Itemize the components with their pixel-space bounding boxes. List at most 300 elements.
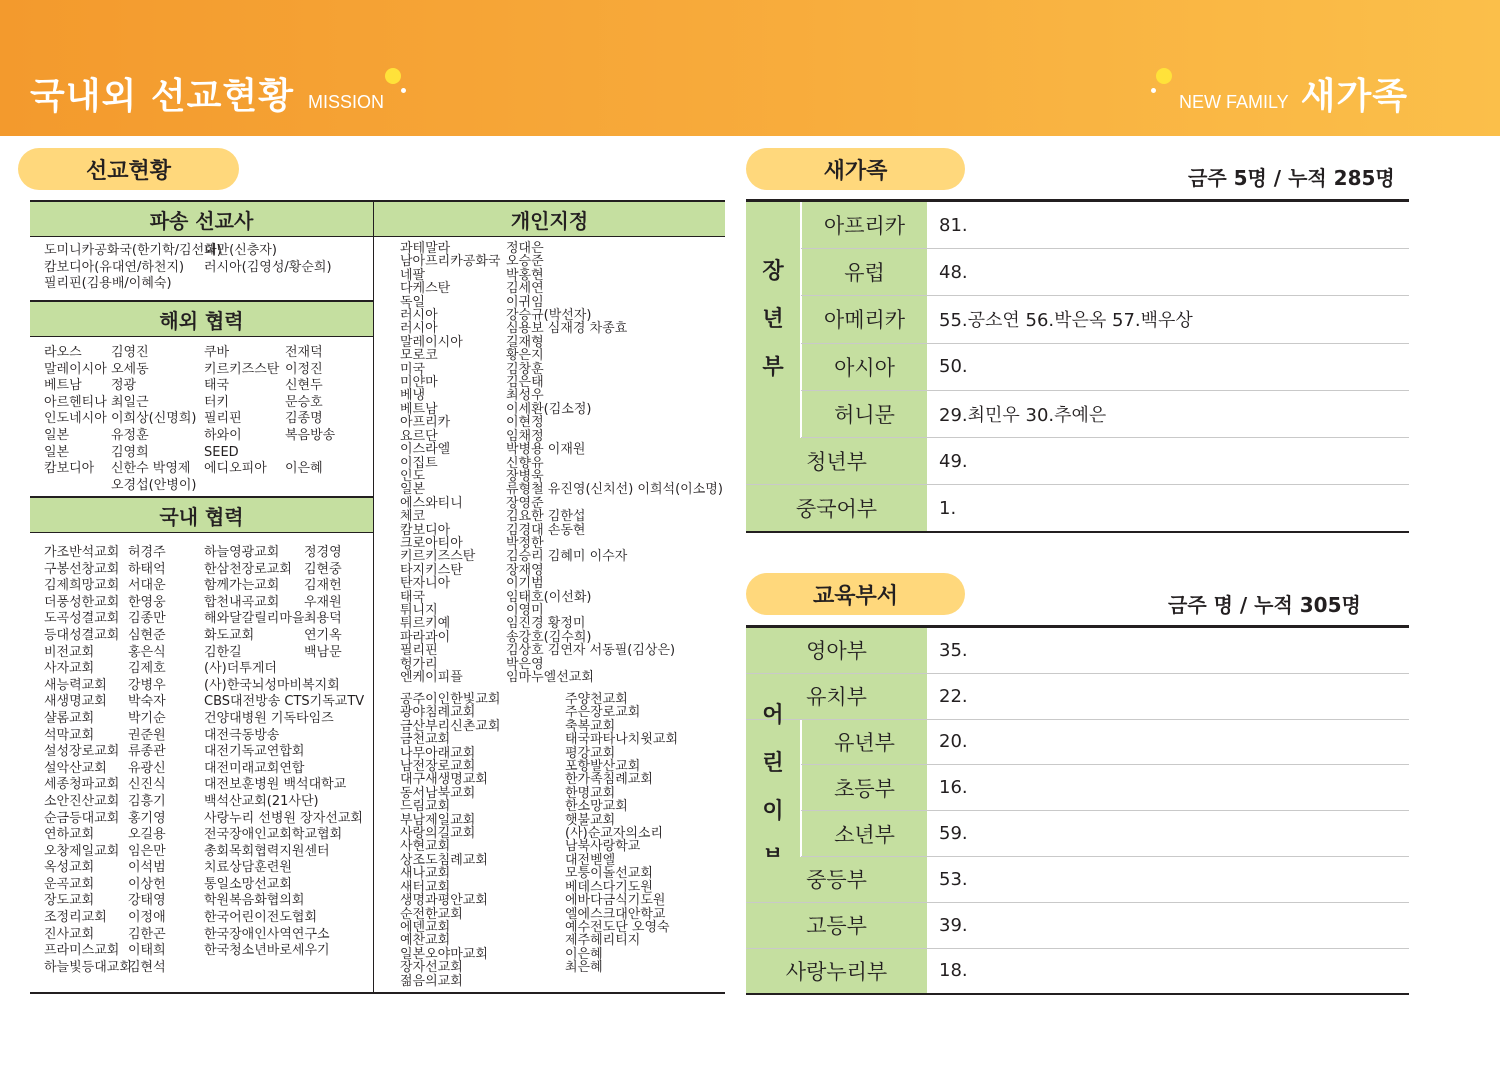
- domestic-row-cell: 연기옥: [304, 627, 342, 643]
- overseas-row-cell: 필리핀: [204, 411, 242, 427]
- personal-row-cell: 아프리카: [400, 415, 451, 431]
- domestic-row-cell: 운곡교회: [44, 876, 95, 892]
- overseas-row-cell: 정광: [111, 378, 137, 394]
- personal-row-cell: 요르단: [400, 428, 438, 444]
- overseas-row-cell: 신현두: [285, 378, 323, 394]
- domestic-row-cell: 진사교회: [44, 926, 95, 942]
- overseas-row-cell: 이은혜: [285, 461, 323, 477]
- dept-row-value: 49.: [939, 450, 968, 472]
- personal-row-cell: 이기범: [506, 576, 544, 592]
- overseas-row-cell: 쿠바: [204, 345, 230, 360]
- personal-row-cell: 이집트: [400, 455, 438, 471]
- dispatch-row-cell: 도미니카공화국(한기학/김선화): [44, 243, 222, 258]
- personal-row-cell: 러시아: [400, 308, 438, 324]
- kids-row-value: 16.: [939, 777, 968, 799]
- church-row-cell: 남전장로교회: [400, 759, 476, 775]
- domestic-row-cell: 임은만: [128, 843, 166, 859]
- personal-row-cell: 장병욱: [506, 468, 544, 484]
- church-row-cell: 베데스다기도원: [565, 879, 653, 895]
- personal-row-cell: 이귀임: [506, 294, 544, 310]
- education-heading: 교육부서: [746, 573, 965, 615]
- overseas-row-cell: 태국: [204, 378, 230, 394]
- youth-row-value: 50.: [939, 356, 968, 378]
- domestic-row-cell: 연하교회: [44, 827, 95, 843]
- overseas-row: [44, 362, 365, 379]
- domestic-row-cell: 하늘영광교회: [204, 545, 280, 560]
- church-row-cell: 젊음의교회: [400, 973, 463, 989]
- overseas-row-cell: 아르헨티나: [44, 394, 107, 410]
- personal-row-cell: 이스라엘: [400, 442, 451, 458]
- mission-table: [30, 200, 725, 994]
- overseas-row-cell: 일본: [44, 427, 70, 443]
- domestic-row-cell: 심현준: [128, 627, 166, 643]
- domestic-row-cell: 한삼천장로교회: [204, 561, 292, 577]
- church-row-cell: 장자선교회: [400, 960, 463, 976]
- church-row-cell: 일본오야마교회: [400, 946, 488, 962]
- domestic-row-cell: 류종관: [128, 744, 166, 760]
- domestic-row-cell: 김종만: [128, 611, 166, 627]
- personal-row: [400, 336, 756, 349]
- overseas-row-cell: 말레이시아: [44, 361, 107, 377]
- youth-row: [746, 202, 1409, 249]
- dispatch-list: [44, 243, 374, 293]
- youth-row-value: 48.: [939, 261, 968, 283]
- domestic-row-cell: 권준원: [128, 727, 166, 743]
- personal-row: [400, 524, 756, 537]
- domestic-row-cell: 건양대병원 기독타임즈: [204, 710, 334, 726]
- church-row-cell: 에덴교회: [400, 919, 451, 935]
- overseas-row-cell: 하와이: [204, 427, 242, 443]
- personal-row: [400, 483, 756, 496]
- overseas-row-cell: 전재덕: [285, 345, 323, 360]
- domestic-row-cell: [304, 728, 384, 745]
- church-row-cell: 햇불교회: [565, 812, 616, 828]
- overseas-list: [44, 345, 365, 494]
- overseas-row-cell: 이정진: [285, 361, 323, 377]
- personal-row-cell: 이세환(김소정): [506, 401, 592, 417]
- newfamily-heading: 새가족: [746, 148, 965, 190]
- church-row-cell: 평강교회: [565, 745, 616, 761]
- personal-row: [400, 443, 756, 456]
- domestic-row-cell: 오길용: [128, 827, 166, 843]
- domestic-row-cell: [304, 927, 384, 944]
- personal-row-cell: 임태호(이선화): [506, 589, 592, 605]
- domestic-row-cell: 새능력교회: [44, 677, 107, 693]
- personal-row: [400, 389, 756, 402]
- domestic-row-cell: 오창제일교회: [44, 843, 120, 859]
- personal-row-cell: 김세연: [506, 281, 544, 297]
- header-left: [30, 68, 384, 119]
- church-row-cell: 새터교회: [400, 879, 451, 895]
- youth-row-label: 아시아: [802, 344, 927, 390]
- church-row-cell: 새나교회: [400, 866, 451, 882]
- decor-dot: [1151, 88, 1156, 93]
- personal-row: [400, 671, 756, 684]
- personal-row-cell: 김경대 손동현: [506, 522, 586, 538]
- personal-row-cell: 미얀마: [400, 375, 438, 391]
- personal-row-cell: 필리핀: [400, 643, 438, 659]
- overseas-row-cell: [285, 478, 365, 495]
- section-title: 새가족: [1300, 76, 1408, 117]
- overseas-row-cell: 오경섭(안병이): [111, 477, 197, 493]
- kids-row-label: 소년부: [802, 811, 927, 856]
- dept-row-value: 1.: [939, 497, 957, 519]
- domestic-row-cell: 화도교회: [204, 627, 255, 643]
- domestic-row-cell: 세종청파교회: [44, 777, 120, 793]
- youth-row: [746, 391, 1409, 438]
- domestic-row-cell: [304, 661, 384, 678]
- church-row-cell: [565, 975, 725, 988]
- domestic-row-cell: 김현석: [128, 959, 166, 975]
- domestic-row-cell: 김재헌: [304, 578, 342, 594]
- overseas-row-cell: 라오스: [44, 345, 82, 360]
- domestic-row-cell: [304, 711, 384, 728]
- youth-group: [746, 202, 801, 438]
- dept-row: [746, 674, 1409, 720]
- kids-row: [746, 811, 1409, 857]
- dispatch-row-cell: 캄보디아(유대연/하천지): [44, 259, 185, 275]
- church-row-cell: 한명교회: [565, 785, 616, 801]
- personal-header: 개인지정: [374, 200, 725, 237]
- section-subtitle: NEW FAMILY: [1178, 92, 1289, 112]
- domestic-row-cell: 석막교회: [44, 727, 95, 743]
- domestic-row-cell: 설악산교회: [44, 760, 107, 776]
- personal-row-cell: 독일: [400, 294, 426, 310]
- personal-row-cell: 정대은: [506, 241, 544, 256]
- overseas-row: [44, 461, 365, 478]
- church-row-cell: 한소망교회: [565, 799, 628, 815]
- domestic-row-cell: 강태영: [128, 893, 166, 909]
- domestic-row-cell: 허경주: [128, 545, 166, 560]
- domestic-row-cell: 김한곤: [128, 926, 166, 942]
- domestic-row-cell: [304, 744, 384, 761]
- personal-row-cell: 류형철 유진영(신치선) 이희석(이소명): [506, 482, 723, 498]
- decor-dot: [1156, 68, 1172, 84]
- church-row-cell: 주은장로교회: [565, 705, 641, 721]
- domestic-row-cell: [304, 811, 384, 828]
- domestic-row-cell: [304, 777, 384, 794]
- church-row-cell: 한가족침례교회: [565, 772, 653, 788]
- domestic-row-cell: [204, 960, 304, 977]
- church-row-cell: 상조도침례교회: [400, 852, 488, 868]
- domestic-row-cell: 대전극동방송: [204, 727, 280, 743]
- personal-row: [400, 403, 756, 416]
- overseas-row-cell: 최일근: [111, 394, 149, 410]
- domestic-row: [44, 678, 384, 695]
- domestic-row: [44, 595, 384, 612]
- youth-row-value: 29.최민우 30.추예은: [939, 404, 1107, 426]
- domestic-row-cell: [304, 694, 384, 711]
- overseas-row: [44, 428, 365, 445]
- personal-row-cell: 임마누엘선교회: [506, 670, 594, 685]
- youth-row-value: 55.공소연 56.박은옥 57.백우상: [939, 310, 1193, 332]
- overseas-row-cell: 김영진: [111, 345, 149, 360]
- church-row: [400, 733, 725, 746]
- personal-row: [400, 282, 756, 295]
- personal-row-cell: 파라과이: [400, 629, 451, 645]
- domestic-row: [44, 794, 384, 811]
- domestic-row-cell: 서대운: [128, 578, 166, 594]
- overseas-row-cell: 키르키즈스탄: [204, 361, 280, 377]
- personal-row-cell: 이영미: [506, 602, 544, 618]
- domestic-row-cell: 강병우: [128, 677, 166, 693]
- overseas-row-cell: 에디오피아: [204, 461, 267, 477]
- domestic-row-cell: 이상헌: [128, 876, 166, 892]
- domestic-row: [44, 728, 384, 745]
- personal-row-cell: 강승규(박선자): [506, 308, 592, 324]
- dispatch-row-cell: [204, 276, 374, 293]
- personal-row-cell: 임채정: [506, 428, 544, 444]
- domestic-row-cell: 김제호: [128, 661, 166, 677]
- domestic-row-cell: 옥성교회: [44, 860, 95, 876]
- personal-row-cell: 헝가리: [400, 656, 438, 672]
- personal-row: [400, 349, 756, 362]
- personal-row-cell: 길재형: [506, 334, 544, 350]
- personal-row-cell: 미국: [400, 361, 426, 377]
- domestic-row-cell: 박숙자: [128, 694, 166, 710]
- page-subtitle: MISSION: [307, 92, 384, 112]
- personal-row-cell: 튀르키예: [400, 616, 451, 632]
- domestic-row: [44, 578, 384, 595]
- personal-row: [400, 658, 756, 671]
- domestic-row-cell: 비전교회: [44, 644, 95, 660]
- dept-row-label: 영아부: [746, 628, 927, 673]
- church-row-cell: 공주이인한빛교회: [400, 692, 501, 707]
- overseas-row: [44, 478, 365, 495]
- domestic-row-cell: CBS대전방송 CTS기독교TV: [204, 694, 365, 710]
- domestic-row-cell: (사)한국뇌성마비복지회: [204, 677, 340, 693]
- personal-list: [400, 242, 756, 684]
- church-row-cell: 금산부리신촌교회: [400, 718, 501, 734]
- domestic-row-cell: 이정애: [128, 910, 166, 926]
- newfamily-table: [746, 202, 1409, 532]
- domestic-row: [44, 661, 384, 678]
- church-row-cell: 남북사랑학교: [565, 839, 641, 855]
- domestic-row-cell: 등대성결교회: [44, 627, 120, 643]
- domestic-row-cell: [304, 960, 384, 977]
- personal-row-cell: 말레이시아: [400, 334, 463, 350]
- youth-row-label: 아프리카: [802, 202, 927, 248]
- church-row-cell: 대전벧엘: [565, 852, 616, 868]
- domestic-row-cell: 장도교회: [44, 893, 95, 909]
- kids-row-label: 초등부: [802, 765, 927, 810]
- personal-row-cell: 김상호 김연자 서동필(김상은): [506, 643, 676, 659]
- personal-row: [400, 550, 756, 563]
- domestic-row: [44, 893, 384, 910]
- domestic-row: [44, 761, 384, 778]
- personal-row: [400, 591, 756, 604]
- church-row-cell: 광야침례교회: [400, 705, 476, 721]
- personal-row-cell: 크로아티아: [400, 535, 463, 551]
- domestic-row-cell: 김흥기: [128, 793, 166, 809]
- personal-row-cell: 박정한: [506, 535, 544, 551]
- dept-row-label: 고등부: [746, 903, 927, 948]
- dept-row-value: 39.: [939, 914, 968, 936]
- domestic-row-cell: 해와달갈릴리마을: [204, 611, 305, 627]
- dept-row-value: 18.: [939, 960, 968, 982]
- domestic-row: [44, 811, 384, 828]
- church-row-cell: 이은혜: [565, 946, 603, 962]
- personal-row: [400, 564, 756, 577]
- dispatch-row: [44, 260, 374, 277]
- church-row-cell: 금천교회: [400, 732, 451, 748]
- church-row-cell: (사)순교자의소리: [565, 826, 664, 842]
- personal-row-cell: 엔케이피플: [400, 670, 463, 685]
- header-banner: [0, 0, 1500, 136]
- domestic-row-cell: (사)더투게더: [204, 661, 277, 677]
- personal-row-cell: 러시아: [400, 321, 438, 337]
- table-bottom-rule: [746, 531, 1409, 533]
- overseas-row-cell: [44, 478, 111, 495]
- personal-row-cell: 태국: [400, 589, 426, 605]
- domestic-row: [44, 611, 384, 628]
- domestic-row-cell: 조정리교회: [44, 910, 107, 926]
- youth-row-label: 유럽: [802, 249, 927, 295]
- church-row: [400, 961, 725, 974]
- church-row-cell: 예수전도단 오영숙: [565, 919, 670, 935]
- education-table: [746, 628, 1409, 995]
- dept-row-value: 53.: [939, 868, 968, 890]
- personal-row: [400, 577, 756, 590]
- overseas-row-cell: 일본: [44, 444, 70, 460]
- church-row-cell: 생명과평안교회: [400, 893, 488, 909]
- domestic-row-cell: 김제희망교회: [44, 578, 120, 594]
- overseas-row-cell: [204, 478, 285, 495]
- dept-row: [746, 485, 1409, 532]
- kids-row-value: 59.: [939, 823, 968, 845]
- personal-row-cell: 과테말라: [400, 241, 451, 256]
- youth-group-char: 부: [762, 355, 784, 380]
- domestic-row-cell: 샬롬교회: [44, 710, 95, 726]
- overseas-row: [44, 395, 365, 412]
- domestic-row: [44, 860, 384, 877]
- youth-row-label: 아메리카: [802, 296, 927, 342]
- dispatch-row-cell: 러시아(김영성/황순희): [204, 259, 332, 275]
- youth-row: [746, 296, 1409, 343]
- personal-row: [400, 376, 756, 389]
- domestic-row-cell: 우재원: [304, 594, 342, 610]
- domestic-row-cell: 설성장로교회: [44, 744, 120, 760]
- domestic-row-cell: 한국장애인사역연구소: [204, 926, 330, 942]
- church-row-cell: 태국파타나치윗교회: [565, 732, 679, 748]
- personal-row: [400, 269, 756, 282]
- kids-row: [746, 720, 1409, 766]
- dispatch-row-cell: 대만(신충자): [204, 243, 277, 258]
- domestic-row: [44, 960, 384, 977]
- dispatch-row-cell: 필리핀(김용배/이혜숙): [44, 276, 172, 292]
- domestic-row-cell: 구봉선창교회: [44, 561, 120, 577]
- overseas-row-cell: [285, 445, 365, 462]
- domestic-row-cell: 홍기영: [128, 810, 166, 826]
- overseas-row-cell: 유정훈: [111, 427, 149, 443]
- church-list: [400, 693, 725, 988]
- domestic-row-cell: 유광신: [128, 760, 166, 776]
- domestic-row-cell: 전국장애인교회학교협회: [204, 827, 343, 843]
- domestic-row: [44, 628, 384, 645]
- church-row: [400, 908, 725, 921]
- overseas-header: 해외 협력: [30, 300, 373, 337]
- church-row-cell: 제주헤리티지: [565, 933, 641, 949]
- domestic-row: [44, 562, 384, 579]
- domestic-row-cell: 가조반석교회: [44, 545, 120, 560]
- overseas-row-cell: 캄보디아: [44, 461, 95, 477]
- decor-dot: [385, 68, 401, 84]
- personal-row-cell: 네팔: [400, 267, 426, 283]
- overseas-row: [44, 378, 365, 395]
- domestic-row-cell: 신진식: [128, 777, 166, 793]
- personal-row: [400, 416, 756, 429]
- domestic-row-cell: 새생명교회: [44, 694, 107, 710]
- overseas-row: [44, 445, 365, 462]
- dept-row-label: 중등부: [746, 857, 927, 902]
- table-bottom-rule: [746, 993, 1409, 995]
- domestic-row-cell: 더풍성한교회: [44, 594, 120, 610]
- church-row-cell: 나무아래교회: [400, 745, 476, 761]
- domestic-row-cell: 이석범: [128, 860, 166, 876]
- domestic-row-cell: [304, 794, 384, 811]
- personal-row-cell: 장영준: [506, 495, 544, 511]
- domestic-list: [44, 545, 384, 976]
- overseas-row: [44, 345, 365, 362]
- overseas-row-cell: SEED: [204, 444, 239, 460]
- domestic-row-cell: 한영웅: [128, 594, 166, 610]
- domestic-row-cell: [304, 893, 384, 910]
- youth-group-char: 장: [762, 259, 784, 284]
- personal-row: [400, 363, 756, 376]
- domestic-row: [44, 844, 384, 861]
- personal-row-cell: 타지키스탄: [400, 562, 463, 578]
- dept-row-label: 중국어부: [746, 485, 927, 531]
- personal-row-cell: 남아프리카공화국: [400, 254, 501, 270]
- dept-row-label: 유치부: [746, 674, 927, 719]
- dept-row: [746, 857, 1409, 903]
- kids-group-char: 어: [762, 703, 784, 729]
- domestic-row: [44, 645, 384, 662]
- kids-group-char: 이: [762, 799, 784, 825]
- personal-row: [400, 644, 756, 657]
- personal-row-cell: 박병용 이재원: [506, 442, 586, 458]
- church-row-cell: 사현교회: [400, 839, 451, 855]
- domestic-row-cell: [304, 844, 384, 861]
- personal-row: [400, 322, 756, 335]
- domestic-row-cell: 대전미래교회연합: [204, 760, 305, 776]
- personal-row-cell: 심용보 심재경 차종효: [506, 321, 628, 337]
- personal-row-cell: 체코: [400, 509, 426, 525]
- personal-row-cell: 송강호(김수희): [506, 629, 592, 645]
- domestic-row: [44, 910, 384, 927]
- church-row-cell: 축복교회: [565, 718, 616, 734]
- personal-row: [400, 617, 756, 630]
- domestic-row-cell: 소안진산교회: [44, 793, 120, 809]
- domestic-row-cell: [304, 877, 384, 894]
- page-title: 국내외 선교현황: [30, 76, 294, 117]
- domestic-row-cell: 합천내곡교회: [204, 594, 280, 610]
- overseas-row-cell: 베트남: [44, 378, 82, 394]
- domestic-row-cell: 하늘빛등대교회: [44, 959, 132, 975]
- domestic-row-cell: [304, 827, 384, 844]
- church-row-cell: 드림교회: [400, 799, 451, 815]
- dispatch-row: [44, 276, 374, 293]
- domestic-row-cell: 대전보훈병원 백석대학교: [204, 777, 347, 793]
- personal-row-cell: 박홍현: [506, 267, 544, 283]
- personal-row-cell: 황은지: [506, 348, 544, 364]
- personal-row-cell: 다케스탄: [400, 281, 451, 297]
- overseas-row: [44, 411, 365, 428]
- church-row-cell: 포항발산교회: [565, 759, 641, 775]
- personal-row-cell: 키르키즈스탄: [400, 549, 476, 565]
- overseas-row-cell: 인도네시아: [44, 411, 107, 427]
- domestic-row: [44, 711, 384, 728]
